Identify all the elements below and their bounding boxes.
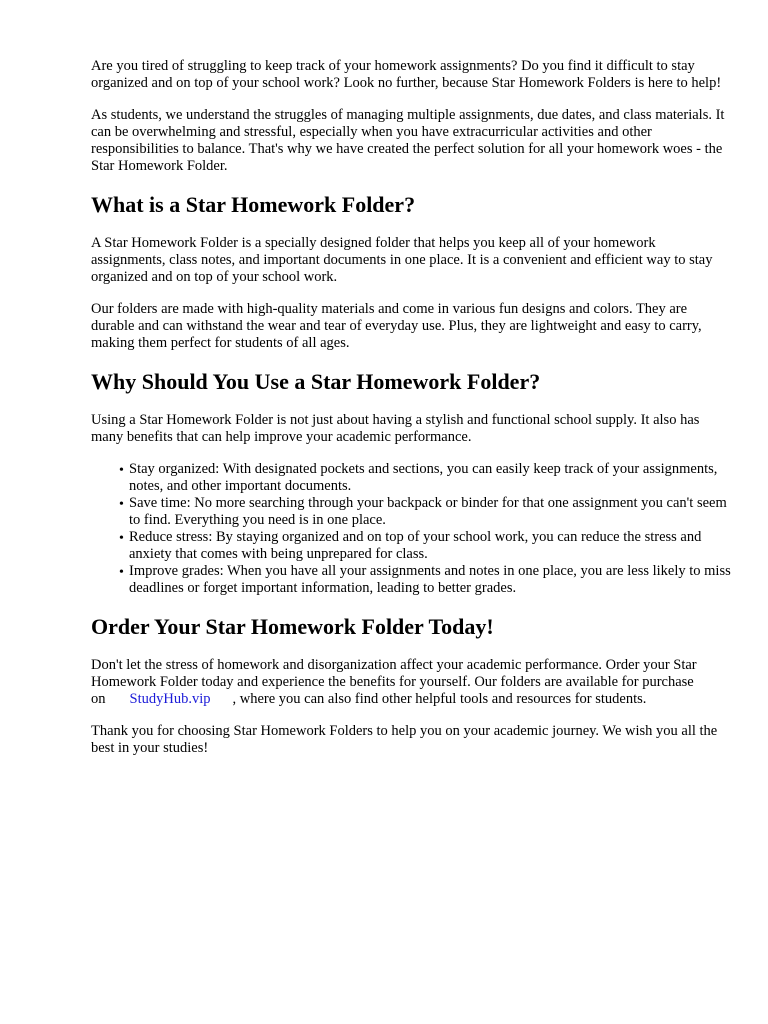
list-item-text: Save time: No more searching through your backpack or binder for that one assignment you can't seem to find. Everything you need is in one place.	[129, 495, 727, 528]
list-item-text: Stay organized: With designated pockets and sections, you can easily keep track of your assignments, notes, and other important documents.	[129, 461, 718, 494]
order-text-before-link: Don't let the stress of homework and disorganization affect your academic performance. Order your Star Homework Folder today and experience the benefits for yourself. Our folders are available for purchase on	[91, 657, 697, 707]
what-paragraph-1: A Star Homework Folder is a specially designed folder that helps you keep all of your homework assignments, class notes, and important documents in one place. It is a convenient and efficient way to stay organized and on top of your school work.	[91, 235, 713, 285]
bullet-icon: •	[119, 463, 124, 478]
heading-order-today: Order Your Star Homework Folder Today!	[91, 614, 494, 639]
intro-paragraph-1: Are you tired of struggling to keep track of your homework assignments? Do you find it difficult to stay organized and on top of your school work? Look no further, because Star Homework Folders is here to help!	[91, 58, 722, 91]
list-item	[119, 495, 731, 529]
document-body	[91, 58, 731, 757]
why-paragraph-1: Using a Star Homework Folder is not just about having a stylish and functional school supply. It also has many benefits that can help improve your academic performance.	[91, 412, 700, 445]
order-text-after-link: , where you can also find other helpful tools and resources for students.	[232, 691, 647, 707]
heading-what-is: What is a Star Homework Folder?	[91, 192, 416, 217]
studyhub-link[interactable]: StudyHub.vip	[129, 691, 211, 707]
list-item	[119, 529, 731, 563]
bullet-icon: •	[119, 565, 124, 580]
bullet-icon: •	[119, 531, 124, 546]
list-item	[119, 461, 731, 495]
heading-why-use: Why Should You Use a Star Homework Folder?	[91, 369, 541, 394]
intro-paragraph-2: As students, we understand the struggles of managing multiple assignments, due dates, and class materials. It can be overwhelming and stressful, especially when you have extracurricular activities and other responsibilities to balance. That's why we have created the perfect solution for all your homework woes - the Star Homework Folder.	[91, 107, 725, 174]
list-item	[119, 563, 731, 597]
list-item-text: Reduce stress: By staying organized and on top of your school work, you can reduce the stress and anxiety that comes with being unprepared for class.	[129, 529, 702, 562]
what-paragraph-2: Our folders are made with high-quality materials and come in various fun designs and colors. They are durable and can withstand the wear and tear of everyday use. Plus, they are lightweight and easy to carry, making them perfect for students of all ages.	[91, 301, 702, 351]
list-item-text: Improve grades: When you have all your assignments and notes in one place, you are less likely to miss deadlines or forget important information, leading to better grades.	[129, 563, 731, 596]
order-paragraph-1	[91, 657, 731, 708]
benefits-list	[91, 461, 731, 597]
bullet-icon: •	[119, 497, 124, 512]
order-paragraph-2: Thank you for choosing Star Homework Folders to help you on your academic journey. We wish you all the best in your studies!	[91, 723, 718, 756]
